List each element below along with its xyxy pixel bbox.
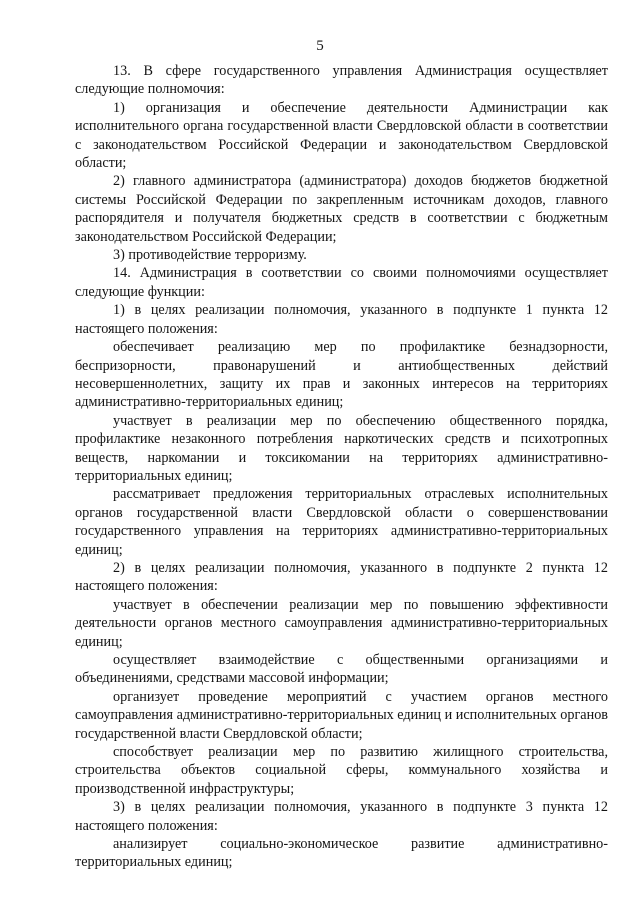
paragraph-14-2-function-b: осуществляет взаимодействие с общественными организациями и объединениями, средствами массовой информации;: [75, 652, 608, 687]
paragraph-14-2-function-c: организует проведение мероприятий с участием органов местного самоуправления административно-территориальных единиц и исполнительных органов государственной власти Свердловской области;: [75, 688, 608, 742]
paragraph-13-item-1: 1) организация и обеспечение деятельности Администрации как исполнительного органа государственной власти Свердловской области в соответствии с законодательством Российской Федерации и законодательством Свердловской области;: [75, 99, 608, 172]
paragraph-14-2-function-d: способствует реализации мер по развитию жилищного строительства, строительства объектов социальной сферы, коммунального хозяйства и производственной инфраструктуры;: [75, 744, 608, 797]
page-number: 5: [316, 38, 324, 54]
paragraph-13-item-3: 3) противодействие терроризму.: [113, 247, 307, 264]
paragraph-14-1-function-c: рассматривает предложения территориальных отраслевых исполнительных органов государственной власти Свердловской области о совершенствовании государственного управления на территориях административно-территориальных единиц;: [75, 486, 608, 558]
paragraph-14-item-3: 3) в целях реализации полномочия, указанного в подпункте 3 пункта 12 настоящего положения:: [75, 799, 608, 834]
document-body: [75, 62, 608, 872]
paragraph-14-2-function-a: участвует в обеспечении реализации мер по повышению эффективности деятельности органов местного самоуправления административно-территориальных единиц;: [75, 596, 608, 650]
paragraph-14-item-1: 1) в целях реализации полномочия, указанного в подпункте 1 пункта 12 настоящего положения:: [75, 302, 608, 337]
paragraph-13-item-2: 2) главного администратора (администратора) доходов бюджетов бюджетной системы Российской Федерации по закрепленным источникам доходов, главного распорядителя и получателя бюджетных средств в соответствии с бюджетным законодательством Российской Федерации;: [75, 173, 608, 245]
paragraph-14-1-function-b: участвует в реализации мер по обеспечению общественного порядка, профилактике незаконного потребления наркотических средств и психотропных веществ, наркомании и токсикомании на территориях административно-территориальных единиц;: [75, 412, 608, 484]
paragraph-14-item-2: 2) в целях реализации полномочия, указанного в подпункте 2 пункта 12 настоящего положения:: [75, 559, 608, 595]
paragraph-14-3-function-a: анализирует социально-экономическое развитие административно-территориальных единиц;: [75, 836, 608, 871]
paragraph-13-intro: 13. В сфере государственного управления Администрация осуществляет следующие полномочия:: [75, 63, 608, 98]
paragraph-14-intro: 14. Администрация в соответствии со своими полномочиями осуществляет следующие функции:: [75, 265, 608, 300]
paragraph-14-1-function-a: обеспечивает реализацию мер по профилактике безнадзорности, беспризорности, правонарушений и антиобщественных действий несовершеннолетних, защиту их прав и законных интересов на территориях административно-территориальных единиц;: [75, 339, 608, 411]
